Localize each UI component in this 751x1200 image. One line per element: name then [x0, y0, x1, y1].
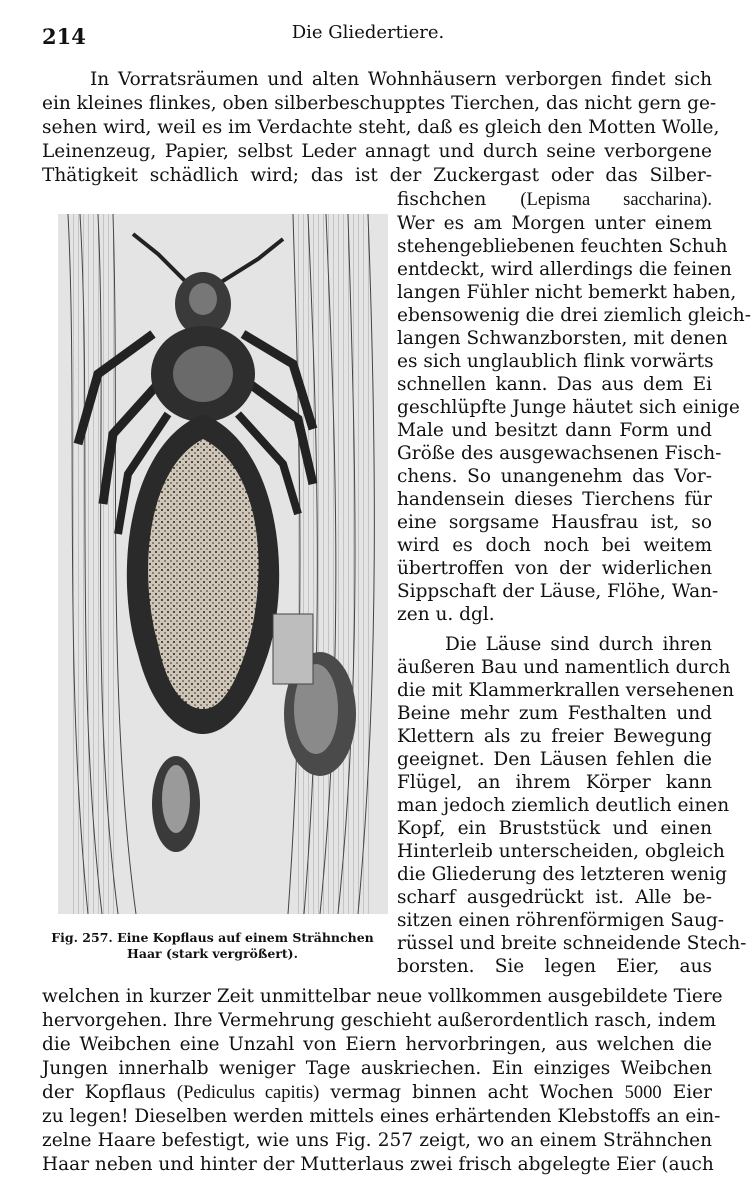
text-line: eine sorgsame Hausfrau ist, so [397, 512, 712, 533]
text-line: Die Läuse sind durch ihren [445, 634, 712, 655]
text-line: Hinterleib unterscheiden, obgleich [397, 841, 725, 862]
text-line [397, 188, 712, 212]
text-line: geschlüpfte Junge häutet sich einige [397, 397, 740, 418]
text-line: scharf ausgedrückt ist. Alle be- [397, 887, 712, 908]
text-line: welchen in kurzer Zeit unmittelbar neue vollkommen ausgebildete Tiere [42, 986, 723, 1007]
text-line: sitzen einen röhrenförmigen Saug- [397, 910, 725, 931]
egg-count: 5000 [624, 1083, 662, 1103]
text-line: Leinenzeug, Papier, selbst Leder annagt und durch seine verborgene [42, 141, 712, 162]
text-line: ein kleines flinkes, oben silberbeschupptes Tierchen, das nicht gern ge- [42, 93, 717, 114]
text-line: Flügel, an ihrem Körper kann [397, 772, 712, 793]
text-line: hervorgehen. Ihre Vermehrung geschieht außerordentlich rasch, indem [42, 1010, 717, 1031]
text-line: Klettern als zu freier Bewegung [397, 726, 712, 747]
text-line: langen Schwanzborsten, mit denen [397, 328, 728, 349]
text-line: äußeren Bau und namentlich durch [397, 657, 731, 678]
emphasized-term: fischchen [397, 189, 487, 210]
text-line: die Weibchen eine Unzahl von Eiern hervorbringen, aus welchen die [42, 1034, 712, 1055]
text-line: die Gliederung des letzteren wenig [397, 864, 727, 885]
text-line: Jungen innerhalb weniger Tage auskriechen. Ein einziges Weibchen [42, 1058, 712, 1079]
text-line: Sippschaft der Läuse, Flöhe, Wan- [397, 581, 719, 602]
latin-name: (Pediculus capitis) [176, 1083, 320, 1103]
text-line: entdeckt, wird allerdings die feinen [397, 259, 732, 280]
text-line: Wer es am Morgen unter einem [397, 213, 712, 234]
latin-name: (Lepisma saccharina). [520, 190, 712, 210]
text-line: handensein dieses Tierchens für [397, 489, 712, 510]
text-line: zu legen! Dieselben werden mittels eines erhärtenden Klebstoffs an ein- [42, 1106, 721, 1127]
text-line: ebensowenig die drei ziemlich gleich- [397, 305, 751, 326]
text-line: rüssel und breite schneidende Stech- [397, 933, 747, 954]
text-line: geeignet. Den Läusen fehlen die [397, 749, 712, 770]
figure-257-illustration [58, 214, 388, 914]
text-line: Kopf, ein Bruststück und einen [397, 818, 712, 839]
text-line: stehengebliebenen feuchten Schuh [397, 236, 728, 257]
page-number: 214 [42, 24, 86, 49]
head-louse-engraving [58, 214, 388, 914]
text-line: borsten. Sie legen Eier, aus [397, 956, 712, 977]
text-line: sehen wird, weil es im Verdachte steht, daß es gleich den Motten Wolle, [42, 117, 720, 138]
figure-caption-continued: Haar (stark vergrößert). [127, 946, 298, 961]
text-line: Größe des ausgewachsenen Fisch- [397, 443, 722, 464]
page-header [42, 20, 694, 50]
text-line: Thätigkeit schädlich wird; das ist der Zuckergast oder das Silber- [42, 165, 712, 186]
text-line: wird es doch noch bei weitem [397, 535, 712, 556]
text-line: In Vorratsräumen und alten Wohnhäusern verborgen findet sich [90, 69, 712, 90]
text-line: zen u. dgl. [397, 604, 495, 625]
text-line: Male und besitzt dann Form und [397, 420, 712, 441]
text-line: Haar neben und hinter der Mutterlaus zwei frisch abgelegte Eier (auch [42, 1154, 714, 1175]
text-line: zelne Haare befestigt, wie uns Fig. 257 zeigt, wo an einem Strähnchen [42, 1130, 712, 1151]
text-line: die mit Klammerkrallen versehenen [397, 680, 734, 701]
emphasized-term: der Kopflaus [42, 1082, 166, 1103]
text-line: Beine mehr zum Festhalten und [397, 703, 712, 724]
text-line: langen Fühler nicht bemerkt haben, [397, 282, 737, 303]
text-line: schnellen kann. Das aus dem Ei [397, 374, 712, 395]
figure-caption: Fig. 257. Eine Kopflaus auf einem Strähnchen [51, 930, 374, 945]
running-title: Die Gliedertiere. [291, 22, 445, 43]
text-line: es sich unglaublich flink vorwärts [397, 351, 714, 372]
text-span: Eier [672, 1082, 712, 1103]
text-span: vermag binnen acht Wochen [330, 1082, 614, 1103]
text-line: chens. So unangenehm das Vor- [397, 466, 712, 487]
text-line [42, 1081, 712, 1105]
text-line: übertroffen von der widerlichen [397, 558, 712, 579]
text-line: man jedoch ziemlich deutlich einen [397, 795, 730, 816]
